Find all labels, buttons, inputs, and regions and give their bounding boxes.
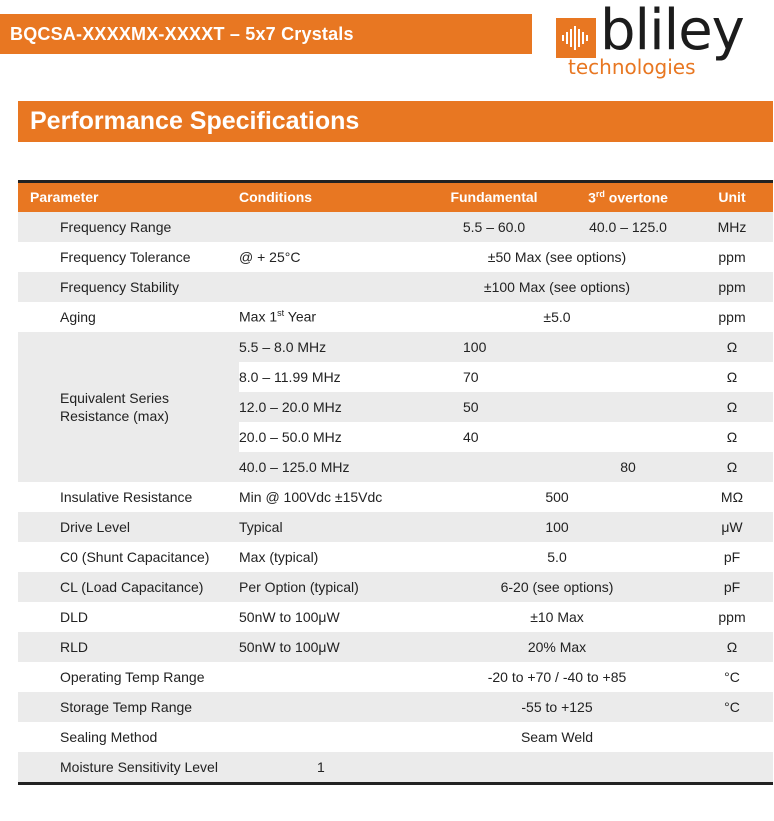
logo-subtitle: technologies <box>568 55 696 79</box>
unit-cell: Ω <box>726 428 738 445</box>
performance-spec-table <box>18 180 773 785</box>
value-cell: 6-20 (see options) <box>423 572 691 602</box>
value-cell: 20% Max <box>423 632 691 662</box>
param-cell: C0 (Shunt Capacitance) <box>60 548 210 565</box>
esr-param-line2: Resistance (max) <box>60 407 169 424</box>
param-cell: Frequency Tolerance <box>60 248 191 265</box>
param-cell: Aging <box>60 308 96 325</box>
value-cell: 500 <box>545 488 569 505</box>
unit-cell: ppm <box>718 308 746 325</box>
fund-cell: 70 <box>463 368 479 385</box>
cond-cell <box>239 692 423 722</box>
param-cell: DLD <box>60 608 89 625</box>
cond-cell <box>239 212 423 242</box>
cond-cell: 20.0 – 50.0 MHz <box>239 428 342 445</box>
cond-cell: 12.0 – 20.0 MHz <box>239 392 423 422</box>
table-row <box>18 602 773 632</box>
param-cell: CL (Load Capacitance) <box>18 572 239 602</box>
cond-cell: 40.0 – 125.0 MHz <box>239 452 423 482</box>
cond-cell: 1 <box>239 752 423 784</box>
value-cell: ±10 Max <box>530 608 584 625</box>
table-row <box>18 692 773 722</box>
ovt-cell: 40.0 – 125.0 <box>565 212 691 242</box>
table-row <box>18 512 773 542</box>
param-cell: Storage Temp Range <box>18 692 239 722</box>
ovt-cell <box>565 392 691 422</box>
param-cell: Drive Level <box>18 512 239 542</box>
unit-cell: ppm <box>718 608 746 625</box>
cond-cell: 8.0 – 11.99 MHz <box>239 362 423 392</box>
cond-cell: 50nW to 100μW <box>239 632 423 662</box>
fund-cell <box>423 452 565 482</box>
value-cell: ±5.0 <box>543 308 571 325</box>
cond-cell <box>239 272 423 302</box>
cond-cell: Min @ 100Vdc ±15Vdc <box>239 488 383 505</box>
section-title: Performance Specifications <box>18 101 773 142</box>
unit-cell: MΩ <box>720 488 744 505</box>
unit-cell <box>691 752 773 784</box>
value-cell: -55 to +125 <box>423 692 691 722</box>
unit-cell: Ω <box>691 332 773 362</box>
table-row <box>18 482 773 512</box>
unit-cell: ppm <box>691 272 773 302</box>
value-cell: 100 <box>423 512 691 542</box>
cond-cell <box>239 722 423 752</box>
cond-cell: Max 1st Year <box>239 308 317 325</box>
table-row <box>18 662 773 692</box>
cond-cell: Max (typical) <box>239 548 319 565</box>
header-conditions: Conditions <box>239 182 423 212</box>
header-3rd-overtone: 3rd overtone <box>565 182 691 212</box>
cond-cell: @ + 25°C <box>239 248 301 265</box>
logo-wordmark: bliley <box>600 0 744 63</box>
unit-cell: MHz <box>691 212 773 242</box>
ovt-cell <box>565 332 691 362</box>
fund-cell: 100 <box>423 332 565 362</box>
table-row <box>18 242 773 272</box>
unit-cell: Ω <box>691 632 773 662</box>
param-cell: Frequency Range <box>18 212 239 242</box>
cond-cell <box>239 662 423 692</box>
table-row <box>18 632 773 662</box>
table-row <box>18 722 773 752</box>
ovt-cell <box>565 422 691 452</box>
unit-cell: Ω <box>691 392 773 422</box>
table-row <box>18 332 773 362</box>
table-row <box>18 272 773 302</box>
unit-cell: °C <box>691 692 773 722</box>
esr-param-cell <box>18 332 239 482</box>
table-row <box>18 542 773 572</box>
fund-cell: 40 <box>463 428 479 445</box>
table-row <box>18 302 773 332</box>
table-row <box>18 752 773 784</box>
value-cell: -20 to +70 / -40 to +85 <box>487 668 627 685</box>
cond-cell: 5.5 – 8.0 MHz <box>239 332 423 362</box>
header-parameter: Parameter <box>18 182 239 212</box>
bliley-logo <box>556 0 756 82</box>
cond-cell: 50nW to 100μW <box>239 608 340 625</box>
header-fundamental: Fundamental <box>423 182 565 212</box>
unit-cell: ppm <box>718 248 746 265</box>
unit-cell: °C <box>724 668 740 685</box>
param-cell: RLD <box>18 632 239 662</box>
unit-cell: Ω <box>691 452 773 482</box>
unit-cell: pF <box>723 548 741 565</box>
document-title: BQCSA-XXXXMX-XXXXT – 5x7 Crystals <box>0 14 532 54</box>
cond-cell: Typical <box>239 512 423 542</box>
table-row <box>18 212 773 242</box>
header-unit: Unit <box>691 182 773 212</box>
unit-cell: Ω <box>726 368 738 385</box>
fund-cell: 50 <box>423 392 565 422</box>
value-cell: ±50 Max (see options) <box>487 248 627 265</box>
esr-param-line1: Equivalent Series <box>60 389 169 406</box>
table-row <box>18 572 773 602</box>
bliley-waveform-logo-icon <box>556 18 596 58</box>
param-cell: Moisture Sensitivity Level <box>18 752 239 784</box>
unit-cell <box>691 722 773 752</box>
ovt-cell: 80 <box>565 452 691 482</box>
ovt-cell <box>565 362 691 392</box>
table-header-row <box>18 182 773 212</box>
param-cell: Insulative Resistance <box>60 488 193 505</box>
unit-cell: pF <box>691 572 773 602</box>
value-cell <box>423 752 691 784</box>
value-cell: 5.0 <box>547 548 567 565</box>
value-cell: ±100 Max (see options) <box>423 272 691 302</box>
unit-cell: μW <box>691 512 773 542</box>
param-cell: Sealing Method <box>60 728 158 745</box>
param-cell: Frequency Stability <box>18 272 239 302</box>
fund-cell: 5.5 – 60.0 <box>423 212 565 242</box>
value-cell: Seam Weld <box>520 728 594 745</box>
cond-cell: Per Option (typical) <box>239 572 423 602</box>
param-cell: Operating Temp Range <box>60 668 205 685</box>
